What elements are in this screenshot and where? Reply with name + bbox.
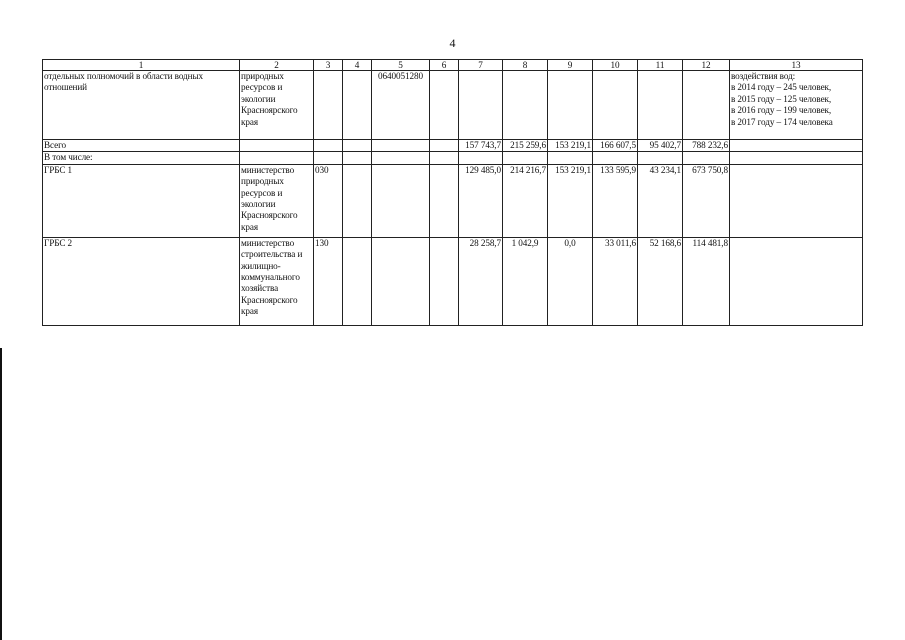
cell-total-2016: 153 219,1 bbox=[548, 140, 593, 152]
cell-grbs1-sum: 673 750,8 bbox=[683, 164, 730, 237]
col-header-3: 3 bbox=[314, 60, 343, 71]
col-header-13: 13 bbox=[730, 60, 863, 71]
col-header-2: 2 bbox=[240, 60, 314, 71]
result-line: в 2016 году – 199 человек, bbox=[731, 105, 832, 116]
cell-total-2018: 95 402,7 bbox=[638, 140, 683, 152]
cell-grbs2-2018: 52 168,6 bbox=[638, 237, 683, 325]
col-header-11: 11 bbox=[638, 60, 683, 71]
scan-edge-line bbox=[0, 348, 2, 640]
result-line: в 2017 году – 174 человека bbox=[731, 116, 833, 127]
cell-total-sum: 788 232,6 bbox=[683, 140, 730, 152]
col-header-1: 1 bbox=[43, 60, 240, 71]
cell-grbs2-2016: 0,0 bbox=[548, 237, 593, 325]
cell-grbs2-sum: 114 481,8 bbox=[683, 237, 730, 325]
cell-executor: природных ресурсов и экологии Красноярского края bbox=[240, 71, 314, 140]
cell-grbs2-2017: 33 011,6 bbox=[593, 237, 638, 325]
cell-grbs1-code: 030 bbox=[314, 164, 343, 237]
table-row-grbs1 bbox=[43, 164, 863, 237]
col-header-9: 9 bbox=[548, 60, 593, 71]
col-header-5: 5 bbox=[372, 60, 430, 71]
result-line: в 2014 году – 245 человек, bbox=[731, 82, 832, 93]
cell-grbs2-label: ГРБС 2 bbox=[43, 237, 240, 325]
cell-grbs1-2014: 129 485,0 bbox=[459, 164, 503, 237]
cell-target-article: 0640051280 bbox=[372, 71, 430, 140]
col-header-8: 8 bbox=[503, 60, 548, 71]
cell-grbs2-2014: 28 258,7 bbox=[459, 237, 503, 325]
cell-expected-result bbox=[730, 71, 863, 140]
cell-grbs2-2015: 1 042,9 bbox=[503, 237, 548, 325]
cell-total-label: Всего bbox=[43, 140, 240, 152]
cell-grbs1-2016: 153 219,1 bbox=[548, 164, 593, 237]
table-row-grbs2 bbox=[43, 237, 863, 325]
cell-including-label: В том числе: bbox=[43, 152, 240, 164]
cell-grbs1-label: ГРБС 1 bbox=[43, 164, 240, 237]
table-row-total bbox=[43, 140, 863, 152]
cell-grbs2-executor: министерство строительства и жилищно-коммунального хозяйства Красноярского края bbox=[240, 237, 314, 325]
cell-grbs1-executor: министерство природных ресурсов и экологии Красноярского края bbox=[240, 164, 314, 237]
col-header-12: 12 bbox=[683, 60, 730, 71]
cell-total-2015: 215 259,6 bbox=[503, 140, 548, 152]
cell-grbs1-2017: 133 595,9 bbox=[593, 164, 638, 237]
cell-measure-name: отдельных полномочий в области водных отношений bbox=[43, 71, 240, 140]
cell-total-2017: 166 607,5 bbox=[593, 140, 638, 152]
page-number: 4 bbox=[449, 36, 456, 50]
col-header-6: 6 bbox=[430, 60, 459, 71]
cell-total-2014: 157 743,7 bbox=[459, 140, 503, 152]
col-header-7: 7 bbox=[459, 60, 503, 71]
cell-grbs1-2015: 214 216,7 bbox=[503, 164, 548, 237]
cell-grbs2-code: 130 bbox=[314, 237, 343, 325]
cell-grbs1-2018: 43 234,1 bbox=[638, 164, 683, 237]
table-row-continuation bbox=[43, 71, 863, 140]
budget-table bbox=[42, 59, 863, 326]
result-line: в 2015 году – 125 человек, bbox=[731, 93, 832, 104]
result-line: воздействия вод: bbox=[731, 71, 796, 81]
col-header-4: 4 bbox=[343, 60, 372, 71]
table-row-including bbox=[43, 152, 863, 164]
col-header-10: 10 bbox=[593, 60, 638, 71]
column-number-row bbox=[43, 60, 863, 71]
